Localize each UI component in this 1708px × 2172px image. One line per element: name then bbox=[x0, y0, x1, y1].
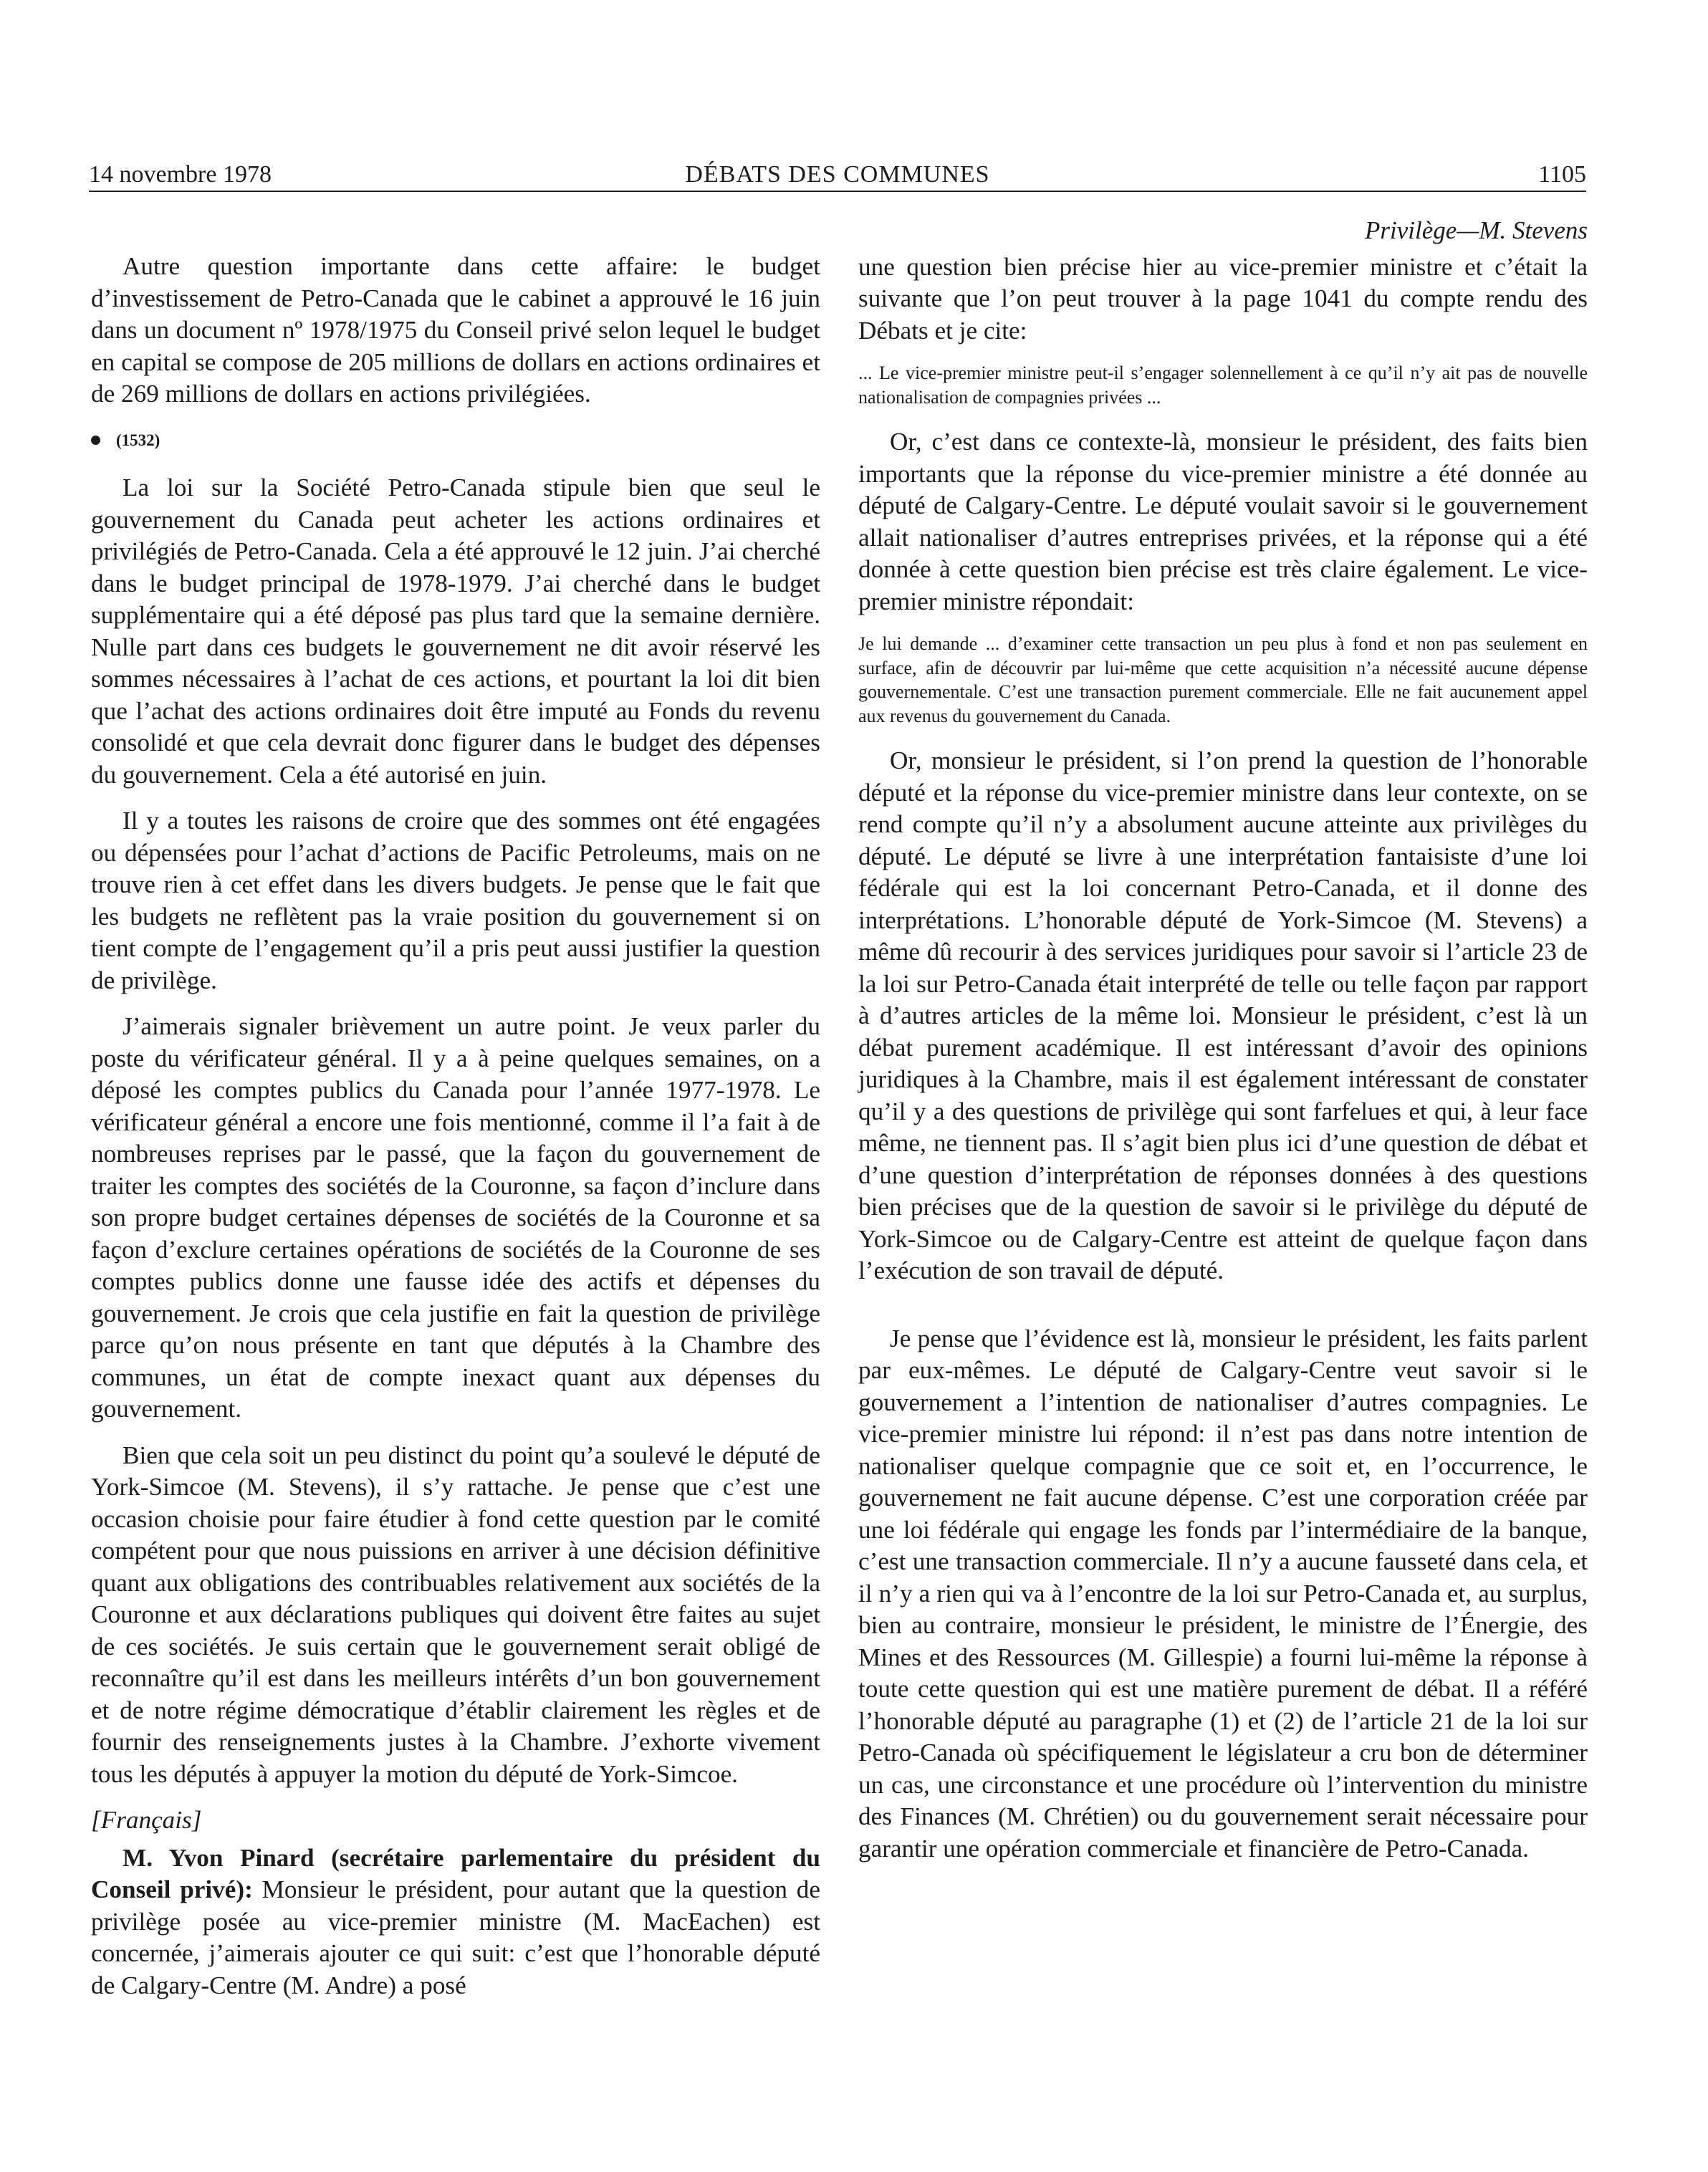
paragraph: une question bien précise hier au vice-premier ministre et c’était la suivante que l’on peut trouver à la page 1041 du compte rendu des Débats et je cite: bbox=[858, 252, 1588, 345]
bullet-icon bbox=[91, 436, 100, 445]
paragraph: La loi sur la Société Petro-Canada stipule bien que seul le gouvernement du Canada peut acheter les actions ordinaires et privilégiés de Petro-Canada. Cela a été approuvé le 12 juin. J’ai cherché dans le budget principal de 1978-1979. J’ai cherché dans le budget supplémentaire qui a été déposé pas plus tard que la semaine dernière. Nulle part dans ces budgets le gouvernement ne dit avoir réservé les sommes nécessaires à l’achat de ces actions, et pourtant la loi dit bien que l’achat des actions ordinaires doit être imputé au Fonds du revenu consolidé et que cela devrait donc figurer dans le budget des dépenses du gouvernement. Cela a été autorisé en juin. bbox=[91, 474, 820, 789]
page-number: 1105 bbox=[1538, 161, 1586, 188]
block-quote: Je lui demande ... d’examiner cette transaction un peu plus à fond et non pas seulement en surface, afin de découvrir par lui-même que cette acquisition n’a nécessité aucune dépense gouvernementale. C’est une transaction purement commerciale. Elle ne fait aucunement appel aux revenus du gouvernement du Canada. bbox=[858, 633, 1588, 726]
paragraph: Je pense que l’évidence est là, monsieur le président, les faits parlent par eux-mêmes. Le député de Calgary-Centre veut savoir si le gouvernement a l’intention de nationaliser d’autres compagnies. Le vice-premier ministre lui répond: il n’est pas dans notre intention de nationaliser quelque compagnie que ce soit et, en l’occurrence, le gouvernement ne fait aucune dépense. C’est une corporation créée par une loi fédérale qui engage les fonds par l’intermédiaire de la banque, c’est une transaction commerciale. Il n’y a aucune fausseté dans cela, et il n’y a rien qui va à l’encontre de la loi sur Petro-Canada et, au surplus, bien au contraire, monsieur le président, le ministre de l’Énergie, des Mines et des Ressources (M. Gillespie) a fourni lui-même la réponse à toute cette question qui est une matière purement de débat. Il a référé l’honorable député au paragraphe (1) et (2) de l’article 21 de la loi sur Petro-Canada où spécifiquement le législateur a cru bon de déterminer un cas, une circonstance et une procédure où l’intervention du ministre des Finances (M. Chrétien) ou du gouvernement serait nécessaire pour garantir une opération commerciale et financière de Petro-Canada. bbox=[858, 1324, 1588, 1863]
running-head: Privilège—M. Stevens bbox=[1364, 216, 1588, 244]
speaker-name: M. Yvon Pinard (secrétaire parlementaire du président du Conseil privé): bbox=[91, 1843, 820, 1903]
speech-text: Monsieur le président, pour autant que la question de privilège posée au vice-premier ministre (M. MacEachen) est concernée, j’aimerais ajouter ce qui suit: c’est que l’honorable député de Calgary-Centre (M. Andre) a posé bbox=[91, 1875, 820, 1999]
paragraph: J’aimerais signaler brièvement un autre point. Je veux parler du poste du vérificateur général. Il y a à peine quelques semaines, on a déposé les comptes publics du Canada pour l’année 1977-1978. Le vérificateur général a encore une fois mentionné, comme il l’a fait à de nombreuses reprises par le passé, que la façon du gouvernement de traiter les comptes des sociétés de la Couronne, sa façon d’inclure dans son propre budget certaines dépenses de sociétés de la Couronne et sa façon d’exclure certaines opérations de sociétés de la Couronne de ses comptes publics donne une fausse idée des actifs et dépenses du gouvernement. Je crois que cela justifie en fait la question de privilège parce qu’on nous présente en tant que députés à la Chambre des communes, un état de compte inexact quant aux dépenses du gouvernement. bbox=[91, 1012, 820, 1423]
paragraph: Or, c’est dans ce contexte-là, monsieur le président, des faits bien importants que la réponse du vice-premier ministre a été donnée au député de Calgary-Centre. Le député voulait savoir si le gouvernement allait nationaliser d’autres entreprises privées, et la réponse qui a été donnée à cette question bien précise est très claire également. Le vice-premier ministre répondait: bbox=[858, 428, 1588, 615]
paragraph: Bien que cela soit un peu distinct du point qu’a soulevé le député de York-Simcoe (M. Stevens), il s’y rattache. Je pense que c’est une occasion choisie pour faire étudier à fond cette question par le comité compétent pour que nous puissions en arriver à une décision définitive quant aux obligations des contribuables relativement aux sociétés de la Couronne et aux déclarations publiques qui doivent être faites au sujet de ces sociétés. Je suis certain que le gouvernement serait obligé de reconnaître qu’il est dans les meilleurs intérêts d’un bon gouvernement et de notre régime démocratique d’établir clairement les règles et de fournir des renseignements justes à la Chambre. J’exhorte vivement tous les députés à appuyer la motion du député de York-Simcoe. bbox=[91, 1441, 820, 1788]
paragraph: Or, monsieur le président, si l’on prend la question de l’honorable député et la réponse du vice-premier ministre dans leur contexte, on se rend compte qu’il n’y a absolument aucune atteinte aux privilèges du député. Le député se livre à une interprétation fantaisiste d’une loi fédérale qui est la loi concernant Petro-Canada, et il donne des interprétations. L’honorable député de York-Simcoe (M. Stevens) a même dû recourir à des services juridiques pour savoir si l’article 23 de la loi sur Petro-Canada était interprété de telle ou telle façon par rapport à d’autres articles de la même loi. Monsieur le président, c’est là un débat purement académique. Il est intéressant d’avoir des opinions juridiques à la Chambre, mais il est également intéressant de constater qu’il y a des questions de privilège qui sont farfelues et qui, à leur face même, ne tiennent pas. Il s’agit bien plus ici d’une question de débat et d’une question d’interprétation de réponses données à des questions bien précises que de la question de savoir si le privilège du député de York-Simcoe ou de Calgary-Centre est atteint de quelque façon dans l’exécution de son travail de député. bbox=[858, 746, 1588, 1284]
language-marker: [Français] bbox=[91, 1806, 202, 1834]
header-date: 14 novembre 1978 bbox=[89, 161, 272, 188]
spacer bbox=[858, 1302, 1588, 1323]
paragraph: Il y a toutes les raisons de croire que des sommes ont été engagées ou dépensées pour l’achat d’actions de Pacific Petroleums, mais on ne trouve rien à cet effet dans les divers budgets. Je pense que le fait que les budgets ne reflètent pas la vraie position du gouvernement si on tient compte de l’engagement qu’il a pris peut aussi justifier la question de privilège. bbox=[91, 807, 820, 994]
paragraph: Autre question importante dans cette affaire: le budget d’investissement de Petro-Canada que le cabinet a approuvé le 16 juin dans un document nº 1978/1975 du Conseil privé selon lequel le budget en capital se compose de 205 millions de dollars en actions ordinaires et de 269 millions de dollars en actions privilégiées. bbox=[91, 252, 820, 408]
left-column bbox=[91, 251, 820, 2016]
right-column bbox=[858, 215, 1588, 1879]
block-quote: ... Le vice-premier ministre peut-il s’engager solennellement à ce qu’il n’y ait pas de nouvelle nationalisation de compagnies privées ... bbox=[858, 362, 1588, 408]
timestamp bbox=[91, 425, 820, 457]
page-header bbox=[89, 159, 1586, 192]
timestamp-label: (1532) bbox=[116, 431, 160, 449]
header-title: DÉBATS DES COMMUNES bbox=[685, 161, 990, 188]
speaker-paragraph bbox=[91, 1842, 820, 2002]
